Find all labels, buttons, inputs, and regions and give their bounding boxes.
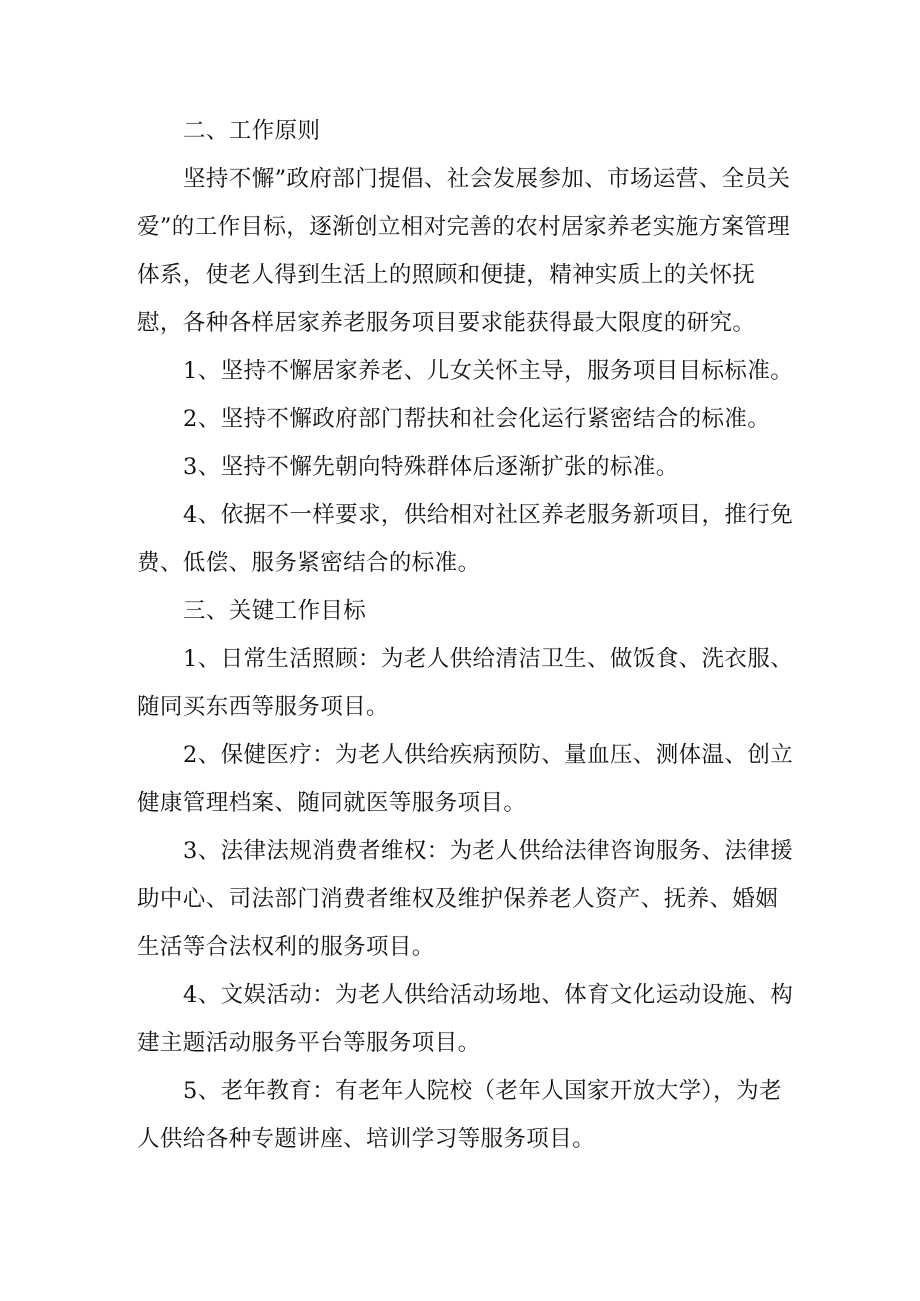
principle-item-3: 3、坚持不懈先朝向特殊群体后逐渐扩张的标准。 xyxy=(183,454,679,480)
goal-item-5: 5、老年教育：有老年人院校（老年人国家开放大学），为老人供给各种专题讲座、培训学习等服务项目。 xyxy=(137,1078,782,1152)
goal-item-1: 1、日常生活照顾：为老人供给清洁卫生、做饭食、洗衣服、随同买东西等服务项目。 xyxy=(137,646,794,720)
section-heading-work-principles: 二、工作原则 xyxy=(183,118,321,144)
goal-item-3: 3、法律法规消费者维权：为老人供给法律咨询服务、法律援助中心、司法部门消费者维权及维护保养老人资产、抚养、婚姻生活等合法权利的服务项目。 xyxy=(137,838,794,960)
document-body xyxy=(137,107,797,1163)
goal-item-4: 4、文娱活动：为老人供给活动场地、体育文化运动设施、构建主题活动服务平台等服务项目。 xyxy=(137,982,794,1056)
principle-item-2: 2、坚持不懈政府部门帮扶和社会化运行紧密结合的标准。 xyxy=(183,406,771,432)
principle-item-4: 4、依据不一样要求，供给相对社区养老服务新项目，推行免费、低偿、服务紧密结合的标准。 xyxy=(137,502,794,576)
paragraph-principles-intro: 坚持不懈”政府部门提倡、社会发展参加、市场运营、全员关爱”的工作目标，逐渐创立相对完善的农村居家养老实施方案管理体系，使老人得到生活上的照顾和便捷，精神实质上的关怀抚慰，各种各样居家养老服务项目要求能获得最大限度的研究。 xyxy=(137,166,791,336)
goal-item-2: 2、保健医疗：为老人供给疾病预防、量血压、测体温、创立健康管理档案、随同就医等服务项目。 xyxy=(137,742,794,816)
section-heading-key-goals: 三、关键工作目标 xyxy=(183,598,367,624)
principle-item-1: 1、坚持不懈居家养老、儿女关怀主导，服务项目目标标准。 xyxy=(183,358,794,384)
